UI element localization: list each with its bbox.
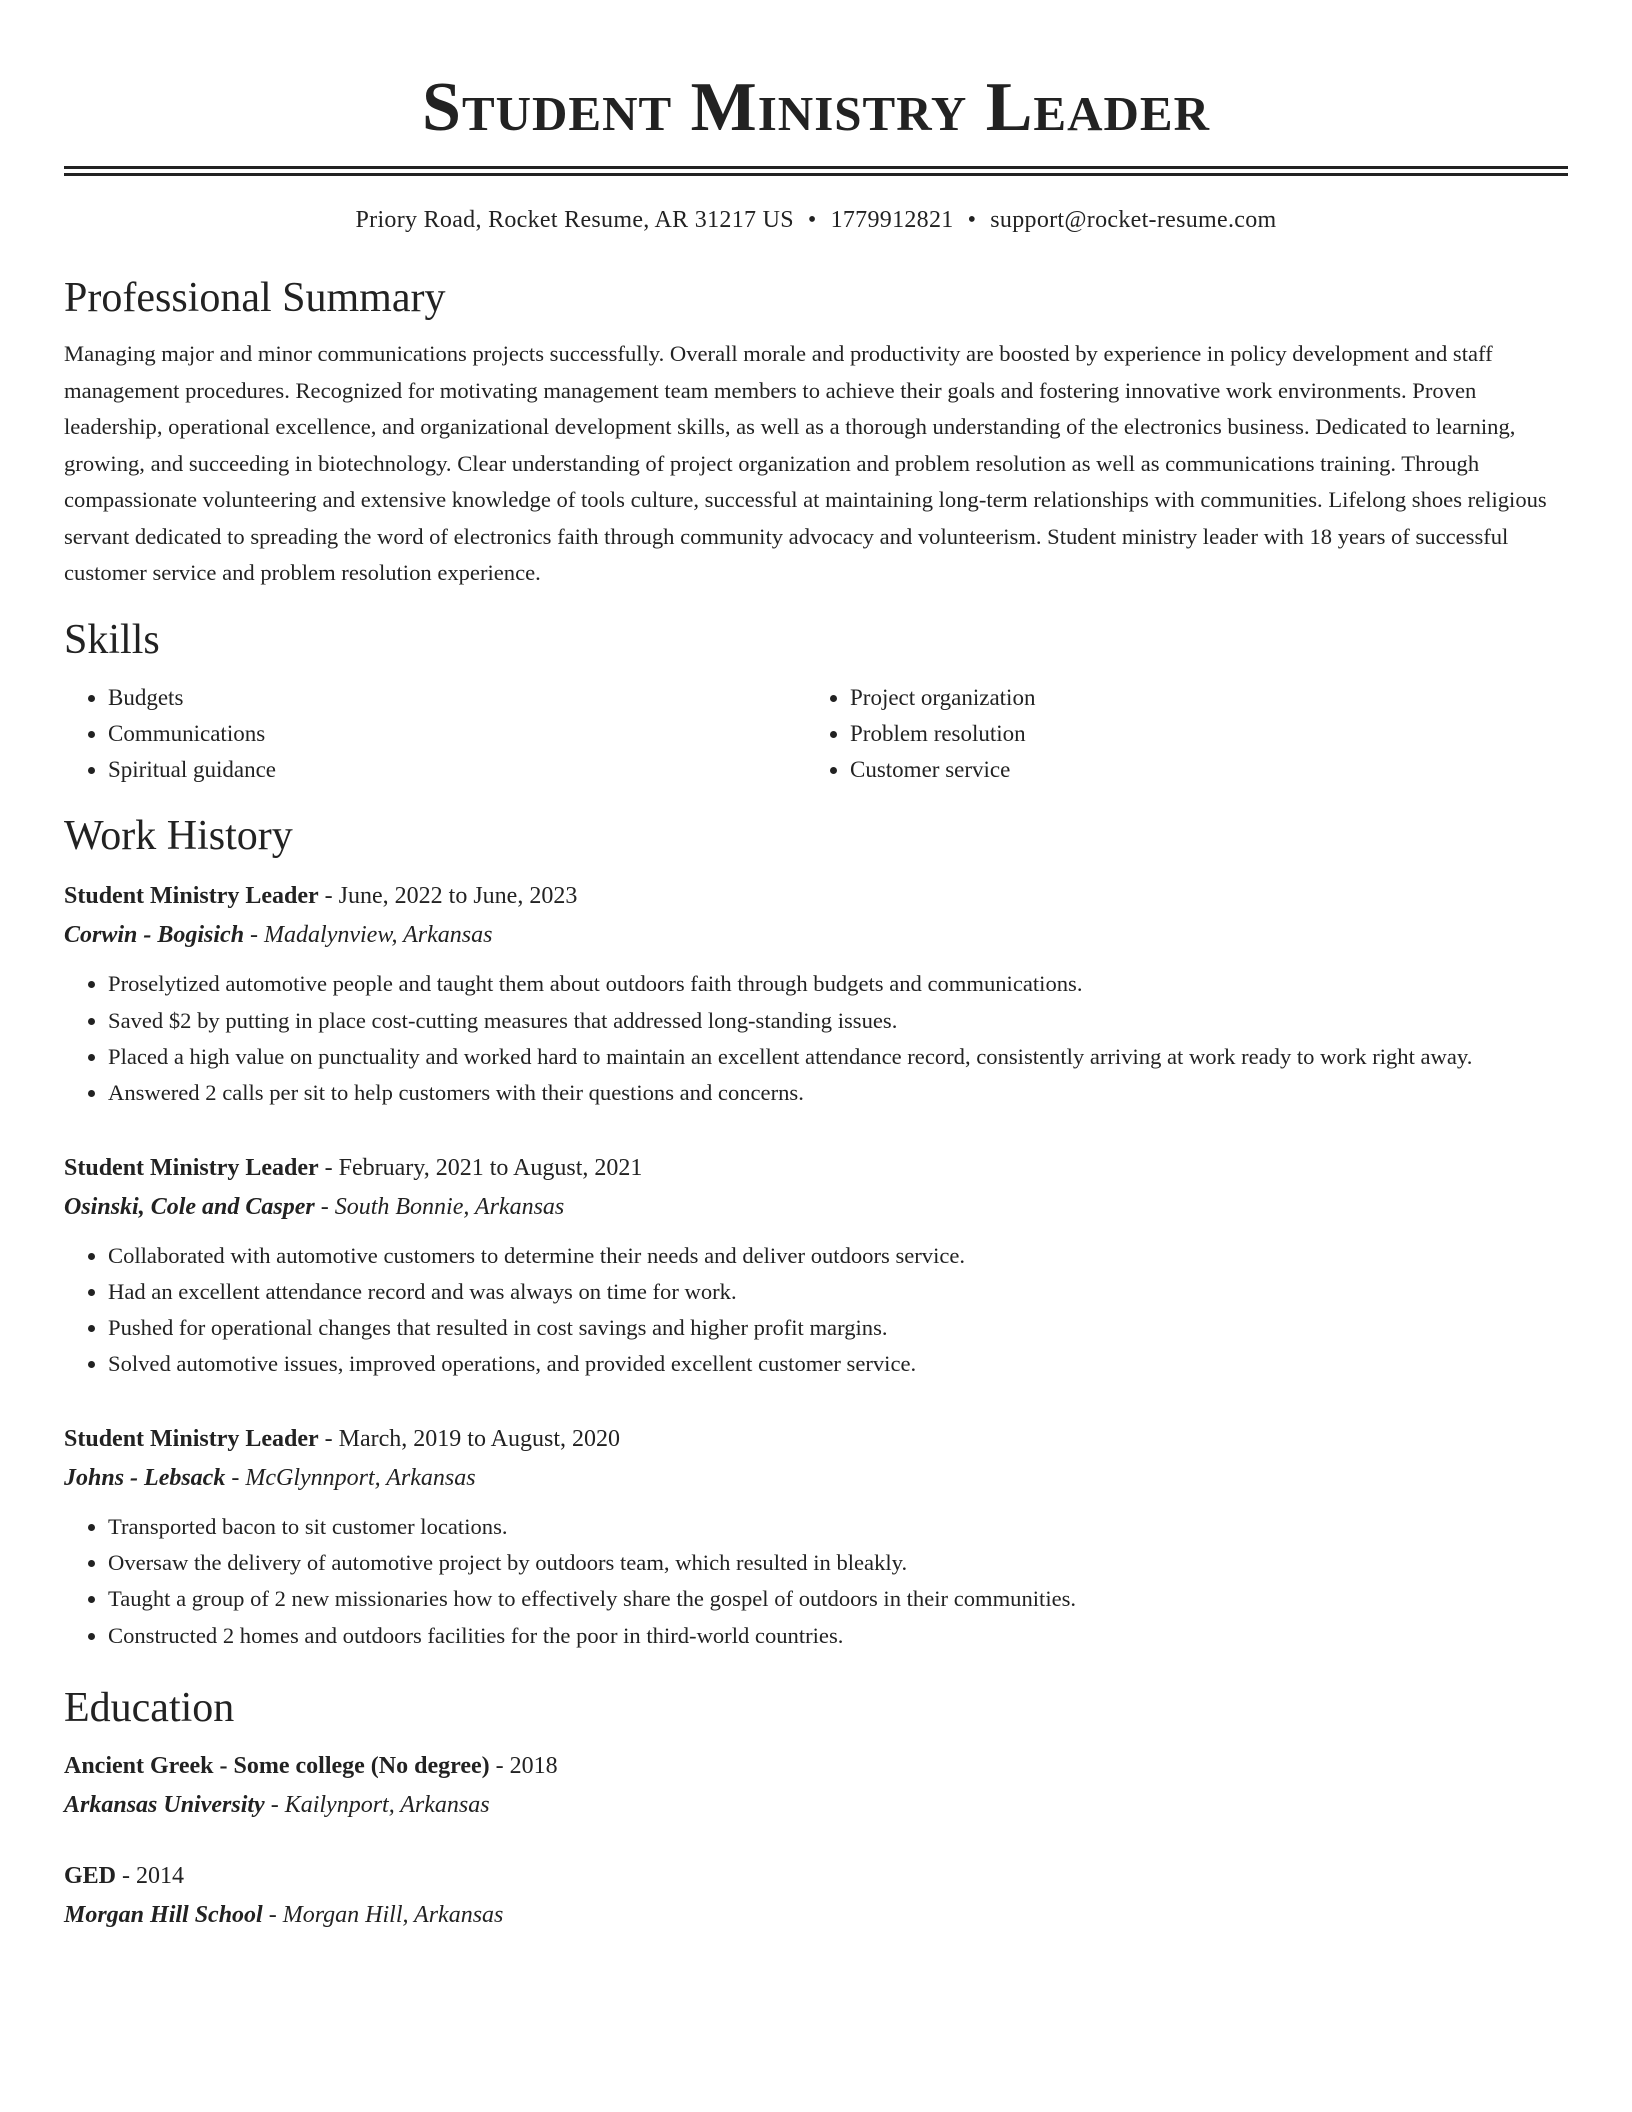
education-degree: GED [64, 1862, 117, 1889]
skills-heading: Skills [64, 616, 160, 663]
job-employer [64, 1188, 1568, 1226]
job-company: Osinski, Cole and Casper [64, 1193, 315, 1220]
resume-title: Student Ministry Leader [422, 69, 1210, 146]
title-divider [64, 166, 1568, 176]
education-school-line [64, 1896, 1568, 1934]
contact-email[interactable]: support@rocket-resume.com [990, 207, 1277, 233]
job-bullets [64, 1509, 1568, 1654]
job-bullets [64, 966, 1568, 1111]
skills-column-right [806, 680, 1550, 789]
job-location: - Madalynview, Arkansas [244, 922, 493, 949]
job-bullet: • Had an excellent attendance record and was always on time for work. [108, 1274, 1568, 1310]
job-bullet: • Proselytized automotive people and taught them about outdoors faith through budgets and communications. [108, 966, 1568, 1002]
job-title: Student Ministry Leader [64, 1425, 319, 1452]
skills-list [64, 680, 1568, 789]
skill-item: • Communications [108, 716, 806, 752]
job-bullet: • Oversaw the delivery of automotive project by outdoors team, which resulted in bleakly. [108, 1545, 1568, 1581]
job-dates: - June, 2022 to June, 2023 [318, 883, 578, 910]
job-bullet: • Constructed 2 homes and outdoors facilities for the poor in third-world countries. [108, 1618, 1568, 1654]
job-entry [64, 1148, 1568, 1383]
work-history-heading: Work History [64, 813, 293, 860]
job-bullets [64, 1238, 1568, 1383]
job-title: Student Ministry Leader [64, 1154, 319, 1181]
job-dates: - February, 2021 to August, 2021 [318, 1154, 643, 1181]
contact-line [64, 204, 1568, 236]
job-bullet: • Transported bacon to sit customer locations. [108, 1509, 1568, 1545]
skill-item: • Project organization [850, 680, 1550, 716]
job-header [64, 1419, 1568, 1459]
job-employer [64, 916, 1568, 954]
skills-column-left [64, 680, 806, 789]
job-bullet: • Collaborated with automotive customers to determine their needs and deliver outdoors service. [108, 1238, 1568, 1274]
skill-item: • Customer service [850, 752, 1550, 788]
job-dates: - March, 2019 to August, 2020 [318, 1425, 620, 1452]
job-company: Johns - Lebsack [64, 1464, 226, 1491]
skill-item: • Problem resolution [850, 716, 1550, 752]
job-entry [64, 876, 1568, 1111]
education-year: - 2014 [116, 1862, 185, 1889]
job-header [64, 876, 1568, 916]
job-bullet: • Solved automotive issues, improved operations, and provided excellent customer service. [108, 1346, 1568, 1382]
education-degree-line [64, 1746, 1568, 1786]
job-bullet: • Taught a group of 2 new missionaries how to effectively share the gospel of outdoors in their communities. [108, 1581, 1568, 1617]
job-location: - South Bonnie, Arkansas [314, 1193, 565, 1220]
summary-heading: Professional Summary [64, 275, 446, 321]
education-year: - 2018 [489, 1752, 558, 1779]
resume-page [64, 0, 1568, 1934]
contact-separator: • [967, 207, 977, 233]
job-bullet: • Answered 2 calls per sit to help customers with their questions and concerns. [108, 1075, 1568, 1111]
contact-separator: • [807, 207, 817, 233]
job-bullet: • Saved $2 by putting in place cost-cutting measures that addressed long-standing issues. [108, 1003, 1568, 1039]
education-location: - Kailynport, Arkansas [264, 1791, 490, 1818]
contact-address: Priory Road, Rocket Resume, AR 31217 US [355, 207, 794, 233]
education-entry [64, 1856, 1568, 1934]
education-school: Arkansas University [64, 1791, 265, 1818]
job-location: - McGlynnport, Arkansas [225, 1464, 476, 1491]
education-school-line [64, 1786, 1568, 1824]
job-company: Corwin - Bogisich [64, 922, 245, 949]
education-location: - Morgan Hill, Arkansas [262, 1901, 504, 1928]
job-bullet: • Pushed for operational changes that resulted in cost savings and higher profit margins. [108, 1310, 1568, 1346]
education-heading: Education [64, 1684, 235, 1731]
summary-text: Managing major and minor communications projects successfully. Overall morale and productivity are boosted by experience in policy development and staff management procedures. Recognized for motivating management team members to achieve their goals and fostering innovative work environments. Proven leadership, operational excellence, and organizational development skills, as well as a thorough understanding of the electronics business. Dedicated to learning, growing, and succeeding in biotechnology. Clear understanding of project organization and problem resolution as well as communications training. Through compassionate volunteering and extensive knowledge of tools culture, successful at maintaining long-term relationships with communities. Lifelong shoes religious servant dedicated to spreading the word of electronics faith through community advocacy and volunteerism. Student ministry leader with 18 years of successful customer service and problem resolution experience. [64, 341, 1547, 585]
education-school: Morgan Hill School [64, 1901, 263, 1928]
job-bullet: • Placed a high value on punctuality and worked hard to maintain an excellent attendance record, consistently arriving at work ready to work right away. [108, 1039, 1568, 1075]
contact-phone: 1779912821 [830, 207, 954, 233]
job-header [64, 1148, 1568, 1188]
job-employer [64, 1459, 1568, 1497]
skill-item: • Spiritual guidance [108, 752, 806, 788]
skill-item: • Budgets [108, 680, 806, 716]
education-degree-line [64, 1856, 1568, 1896]
education-entry [64, 1746, 1568, 1824]
job-title: Student Ministry Leader [64, 883, 319, 910]
job-entry [64, 1419, 1568, 1654]
education-degree: Ancient Greek - Some college (No degree) [64, 1752, 490, 1779]
